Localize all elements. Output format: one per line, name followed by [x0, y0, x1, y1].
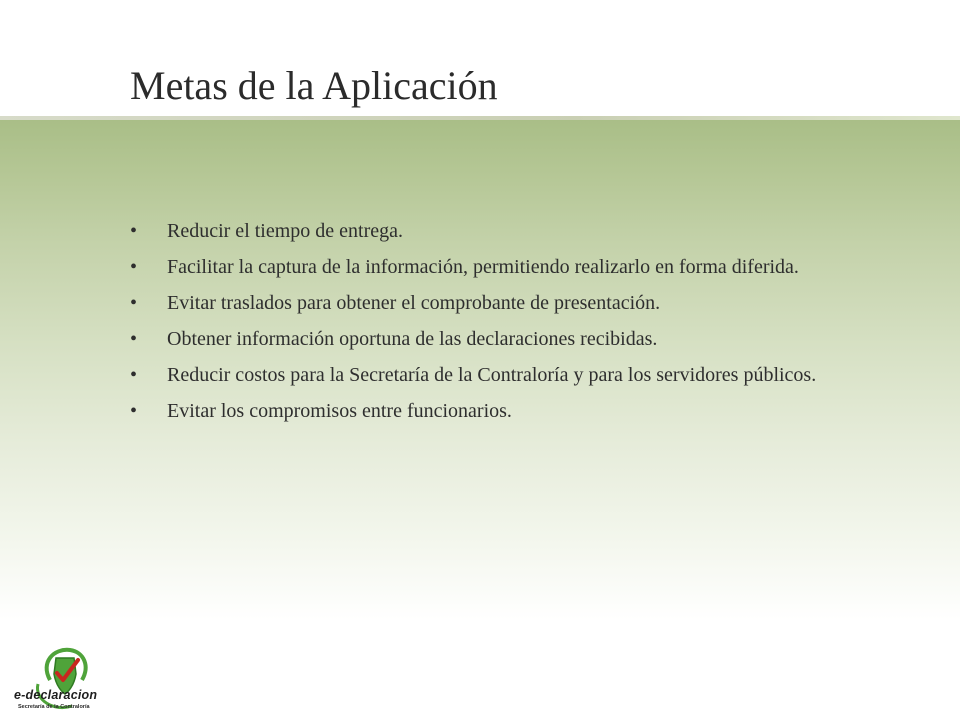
bullet-item	[130, 290, 830, 316]
bullet-item	[130, 362, 830, 388]
bullet-marker: •	[130, 328, 138, 350]
slide-title: Metas de la Aplicación	[130, 63, 498, 108]
bullet-marker: •	[130, 400, 138, 422]
bullet-text: Obtener información oportuna de las declaraciones recibidas.	[167, 328, 658, 350]
e-declaracion-logo	[10, 640, 116, 718]
bullet-item	[130, 218, 830, 244]
bullet-text: Evitar los compromisos entre funcionarios.	[167, 400, 512, 422]
bullet-item	[130, 398, 830, 424]
bullet-text: Reducir costos para la Secretaría de la Contraloría y para los servidores públicos.	[167, 364, 817, 386]
bullet-text: Facilitar la captura de la información, permitiendo realizarlo en forma diferida.	[167, 256, 799, 278]
logo-wordmark: e-declaracion	[14, 688, 98, 702]
logo-tagline: Secretaría de la Contraloría	[18, 704, 90, 710]
bullet-text: Reducir el tiempo de entrega.	[167, 220, 404, 242]
bullet-item	[130, 326, 830, 352]
bullet-marker: •	[130, 364, 138, 386]
bullet-item	[130, 254, 830, 280]
bullet-text: Evitar traslados para obtener el comprobante de presentación.	[167, 292, 661, 314]
bullet-marker: •	[130, 292, 138, 314]
bullet-marker: •	[130, 220, 138, 242]
bullet-marker: •	[130, 256, 138, 278]
bullet-list	[130, 218, 830, 434]
